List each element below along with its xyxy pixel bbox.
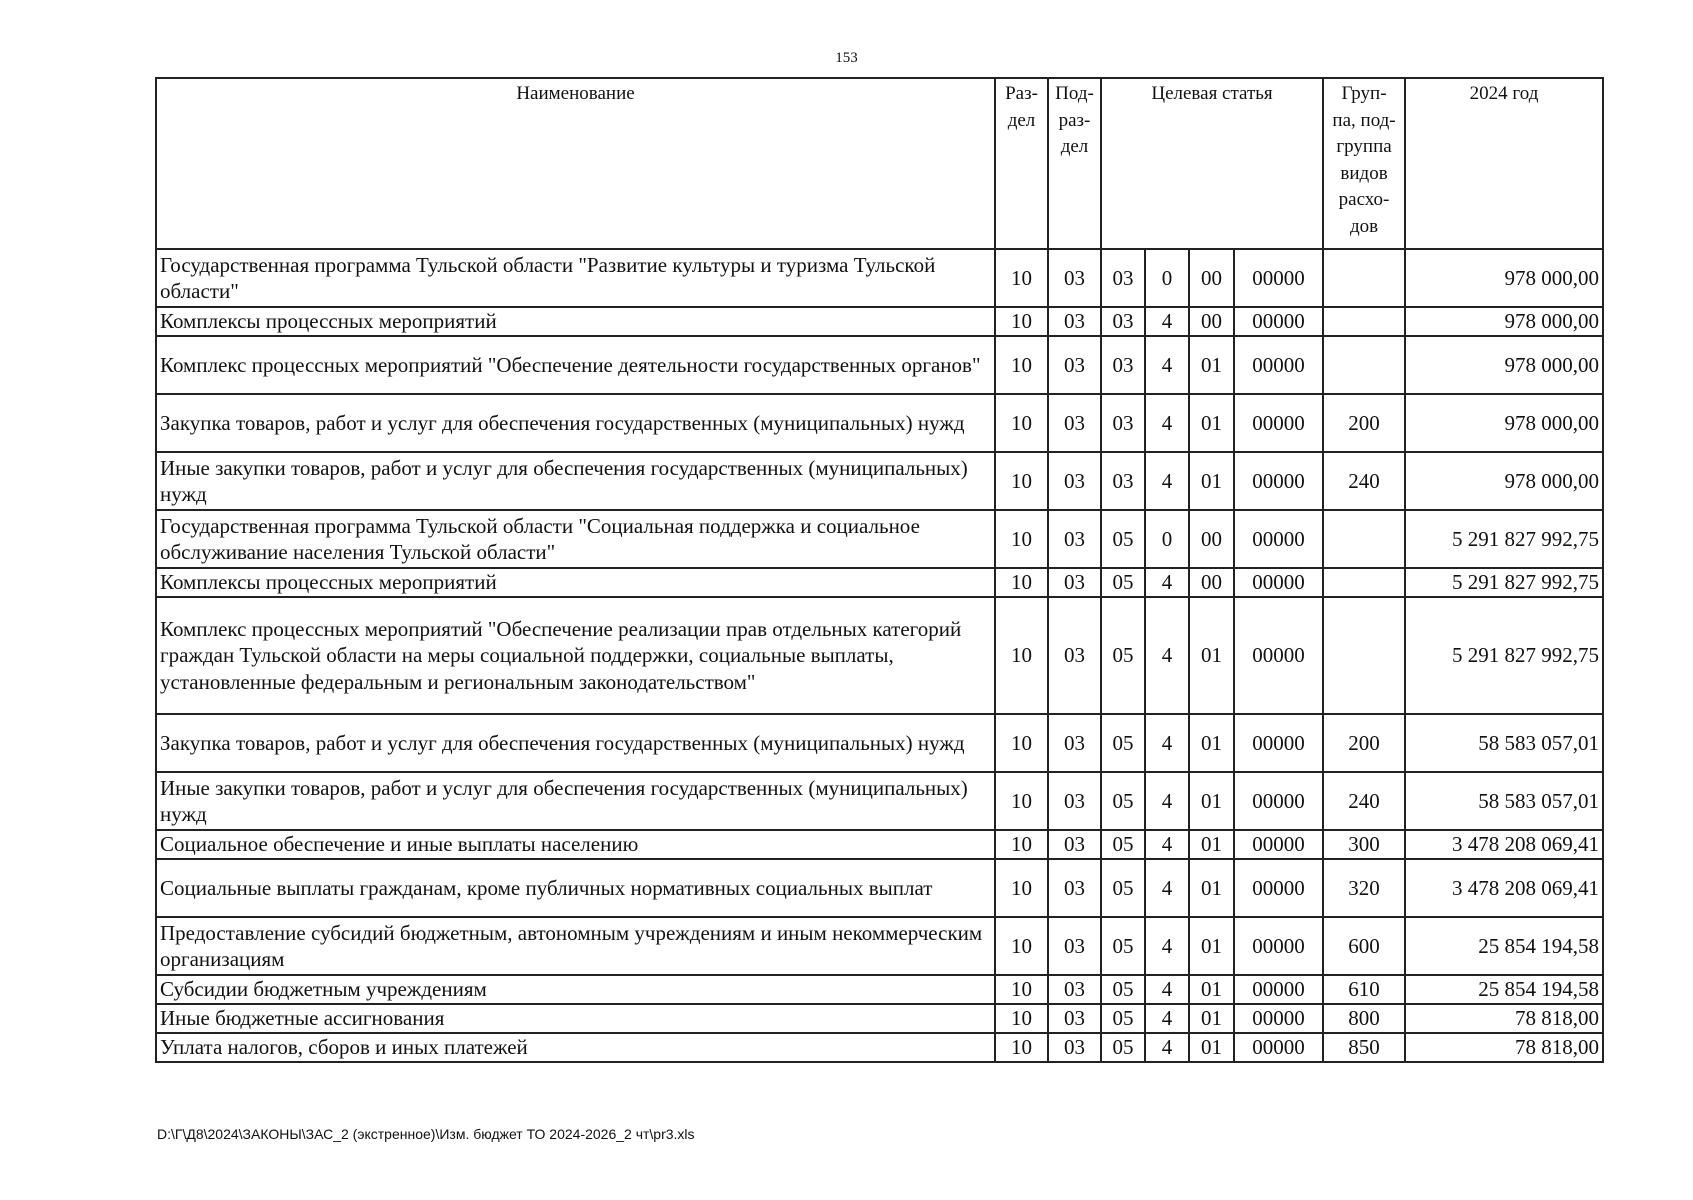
row-razdel: 10 [995, 597, 1048, 714]
row-expense-group: 600 [1323, 917, 1405, 975]
row-target-complex: 01 [1189, 917, 1234, 975]
row-target-direction: 00000 [1234, 568, 1323, 597]
row-target-program: 05 [1101, 714, 1145, 772]
row-podrazdel: 03 [1048, 336, 1101, 394]
row-target-program: 03 [1101, 336, 1145, 394]
row-target-program: 03 [1101, 394, 1145, 452]
row-target-program: 05 [1101, 830, 1145, 859]
table-row [156, 1033, 1603, 1062]
row-name: Государственная программа Тульской области "Социальная поддержка и социальное обслуживание населения Тульской области" [156, 510, 995, 568]
row-target-type: 4 [1145, 975, 1189, 1004]
row-target-direction: 00000 [1234, 597, 1323, 714]
row-razdel: 10 [995, 307, 1048, 336]
row-name: Предоставление субсидий бюджетным, автономным учреждениям и иным некоммерческим организациям [156, 917, 995, 975]
row-podrazdel: 03 [1048, 568, 1101, 597]
row-name: Комплекс процессных мероприятий "Обеспечение деятельности государственных органов" [156, 336, 995, 394]
row-expense-group: 200 [1323, 394, 1405, 452]
header-target-article: Целевая статья [1101, 78, 1323, 249]
row-target-complex: 01 [1189, 452, 1234, 510]
row-podrazdel: 03 [1048, 307, 1101, 336]
row-target-program: 05 [1101, 568, 1145, 597]
row-target-complex: 00 [1189, 307, 1234, 336]
row-target-direction: 00000 [1234, 917, 1323, 975]
row-target-direction: 00000 [1234, 975, 1323, 1004]
table-row [156, 975, 1603, 1004]
row-amount: 58 583 057,01 [1405, 772, 1603, 830]
row-expense-group: 850 [1323, 1033, 1405, 1062]
row-podrazdel: 03 [1048, 1033, 1101, 1062]
header-row [156, 78, 1603, 249]
row-razdel: 10 [995, 975, 1048, 1004]
row-target-direction: 00000 [1234, 249, 1323, 307]
row-amount: 978 000,00 [1405, 307, 1603, 336]
row-razdel: 10 [995, 249, 1048, 307]
row-target-direction: 00000 [1234, 336, 1323, 394]
row-name: Уплата налогов, сборов и иных платежей [156, 1033, 995, 1062]
row-razdel: 10 [995, 917, 1048, 975]
row-target-complex: 01 [1189, 714, 1234, 772]
row-target-complex: 01 [1189, 394, 1234, 452]
row-target-direction: 00000 [1234, 1004, 1323, 1033]
row-target-type: 4 [1145, 830, 1189, 859]
row-target-program: 03 [1101, 249, 1145, 307]
row-podrazdel: 03 [1048, 917, 1101, 975]
row-name: Комплекс процессных мероприятий "Обеспечение реализации прав отдельных категорий граждан Тульской области на меры социальной поддержки, социальные выплаты, установленные федеральным и региональным законодательством" [156, 597, 995, 714]
row-target-complex: 01 [1189, 1004, 1234, 1033]
row-razdel: 10 [995, 772, 1048, 830]
budget-table [155, 77, 1604, 1063]
row-razdel: 10 [995, 394, 1048, 452]
row-podrazdel: 03 [1048, 597, 1101, 714]
file-path-footer: D:\Г\Д8\2024\ЗАКОНЫ\ЗАС_2 (экстренное)\Изм. бюджет ТО 2024-2026_2 чт\pr3.xls [157, 1126, 695, 1142]
row-amount: 5 291 827 992,75 [1405, 568, 1603, 597]
row-target-complex: 01 [1189, 336, 1234, 394]
row-name: Социальное обеспечение и иные выплаты населению [156, 830, 995, 859]
row-podrazdel: 03 [1048, 772, 1101, 830]
row-amount: 978 000,00 [1405, 394, 1603, 452]
row-target-complex: 01 [1189, 859, 1234, 917]
row-target-direction: 00000 [1234, 830, 1323, 859]
row-target-direction: 00000 [1234, 772, 1323, 830]
row-target-type: 4 [1145, 394, 1189, 452]
row-expense-group [1323, 249, 1405, 307]
table-row [156, 917, 1603, 975]
row-target-program: 05 [1101, 917, 1145, 975]
row-target-type: 4 [1145, 336, 1189, 394]
header-expense-group: Груп- па, под- группа видов расхо- дов [1323, 78, 1405, 249]
row-target-direction: 00000 [1234, 394, 1323, 452]
row-expense-group [1323, 307, 1405, 336]
table-row [156, 859, 1603, 917]
table-row [156, 714, 1603, 772]
row-target-type: 4 [1145, 772, 1189, 830]
table-row [156, 510, 1603, 568]
row-expense-group: 240 [1323, 772, 1405, 830]
row-target-program: 03 [1101, 452, 1145, 510]
header-razdel: Раз- дел [995, 78, 1048, 249]
row-target-complex: 00 [1189, 249, 1234, 307]
row-name: Закупка товаров, работ и услуг для обеспечения государственных (муниципальных) нужд [156, 394, 995, 452]
row-podrazdel: 03 [1048, 830, 1101, 859]
table-row [156, 830, 1603, 859]
row-target-complex: 01 [1189, 830, 1234, 859]
row-target-type: 4 [1145, 859, 1189, 917]
row-razdel: 10 [995, 452, 1048, 510]
row-amount: 78 818,00 [1405, 1033, 1603, 1062]
row-amount: 58 583 057,01 [1405, 714, 1603, 772]
row-expense-group [1323, 510, 1405, 568]
row-amount: 978 000,00 [1405, 452, 1603, 510]
table-row [156, 307, 1603, 336]
header-name: Наименование [156, 78, 995, 249]
row-name: Иные закупки товаров, работ и услуг для обеспечения государственных (муниципальных) нужд [156, 452, 995, 510]
row-expense-group: 320 [1323, 859, 1405, 917]
row-amount: 3 478 208 069,41 [1405, 859, 1603, 917]
table-row [156, 336, 1603, 394]
row-amount: 978 000,00 [1405, 336, 1603, 394]
row-amount: 78 818,00 [1405, 1004, 1603, 1033]
row-expense-group [1323, 336, 1405, 394]
row-target-program: 05 [1101, 975, 1145, 1004]
row-razdel: 10 [995, 714, 1048, 772]
row-razdel: 10 [995, 1004, 1048, 1033]
row-target-program: 05 [1101, 1033, 1145, 1062]
row-target-program: 05 [1101, 1004, 1145, 1033]
row-target-complex: 00 [1189, 510, 1234, 568]
row-expense-group: 240 [1323, 452, 1405, 510]
row-podrazdel: 03 [1048, 1004, 1101, 1033]
row-name: Государственная программа Тульской области "Развитие культуры и туризма Тульской области" [156, 249, 995, 307]
row-name: Комплексы процессных мероприятий [156, 568, 995, 597]
table-row [156, 568, 1603, 597]
row-target-direction: 00000 [1234, 1033, 1323, 1062]
row-target-direction: 00000 [1234, 510, 1323, 568]
row-podrazdel: 03 [1048, 510, 1101, 568]
row-amount: 5 291 827 992,75 [1405, 510, 1603, 568]
row-target-direction: 00000 [1234, 452, 1323, 510]
row-name: Социальные выплаты гражданам, кроме публичных нормативных социальных выплат [156, 859, 995, 917]
row-amount: 5 291 827 992,75 [1405, 597, 1603, 714]
row-amount: 25 854 194,58 [1405, 975, 1603, 1004]
row-name: Иные закупки товаров, работ и услуг для обеспечения государственных (муниципальных) нужд [156, 772, 995, 830]
row-target-direction: 00000 [1234, 714, 1323, 772]
row-name: Субсидии бюджетным учреждениям [156, 975, 995, 1004]
row-podrazdel: 03 [1048, 452, 1101, 510]
row-expense-group: 800 [1323, 1004, 1405, 1033]
table-row [156, 452, 1603, 510]
row-razdel: 10 [995, 830, 1048, 859]
row-podrazdel: 03 [1048, 394, 1101, 452]
row-target-type: 4 [1145, 307, 1189, 336]
table-row [156, 249, 1603, 307]
row-target-program: 05 [1101, 597, 1145, 714]
row-razdel: 10 [995, 1033, 1048, 1062]
row-razdel: 10 [995, 568, 1048, 597]
row-target-type: 4 [1145, 597, 1189, 714]
row-razdel: 10 [995, 859, 1048, 917]
row-podrazdel: 03 [1048, 714, 1101, 772]
row-expense-group: 300 [1323, 830, 1405, 859]
row-target-program: 05 [1101, 772, 1145, 830]
row-target-type: 4 [1145, 1033, 1189, 1062]
row-expense-group [1323, 597, 1405, 714]
page-number: 153 [835, 50, 858, 66]
row-target-type: 0 [1145, 249, 1189, 307]
row-target-complex: 01 [1189, 597, 1234, 714]
row-target-type: 4 [1145, 714, 1189, 772]
row-razdel: 10 [995, 510, 1048, 568]
row-podrazdel: 03 [1048, 249, 1101, 307]
table-row [156, 772, 1603, 830]
row-target-complex: 01 [1189, 975, 1234, 1004]
row-expense-group: 200 [1323, 714, 1405, 772]
table-row [156, 1004, 1603, 1033]
header-year-2024: 2024 год [1405, 78, 1603, 249]
row-target-complex: 01 [1189, 772, 1234, 830]
row-target-complex: 01 [1189, 1033, 1234, 1062]
row-expense-group: 610 [1323, 975, 1405, 1004]
row-podrazdel: 03 [1048, 975, 1101, 1004]
row-target-program: 05 [1101, 859, 1145, 917]
row-name: Комплексы процессных мероприятий [156, 307, 995, 336]
table-row [156, 394, 1603, 452]
row-target-type: 4 [1145, 1004, 1189, 1033]
row-target-type: 4 [1145, 568, 1189, 597]
table-row [156, 597, 1603, 714]
row-amount: 3 478 208 069,41 [1405, 830, 1603, 859]
row-name: Закупка товаров, работ и услуг для обеспечения государственных (муниципальных) нужд [156, 714, 995, 772]
row-target-direction: 00000 [1234, 307, 1323, 336]
row-target-type: 4 [1145, 452, 1189, 510]
row-name: Иные бюджетные ассигнования [156, 1004, 995, 1033]
header-podrazdel: Под- раз- дел [1048, 78, 1101, 249]
row-amount: 978 000,00 [1405, 249, 1603, 307]
row-podrazdel: 03 [1048, 859, 1101, 917]
row-target-complex: 00 [1189, 568, 1234, 597]
row-target-type: 4 [1145, 917, 1189, 975]
row-expense-group [1323, 568, 1405, 597]
row-amount: 25 854 194,58 [1405, 917, 1603, 975]
row-target-type: 0 [1145, 510, 1189, 568]
row-target-program: 03 [1101, 307, 1145, 336]
row-target-program: 05 [1101, 510, 1145, 568]
row-target-direction: 00000 [1234, 859, 1323, 917]
row-razdel: 10 [995, 336, 1048, 394]
